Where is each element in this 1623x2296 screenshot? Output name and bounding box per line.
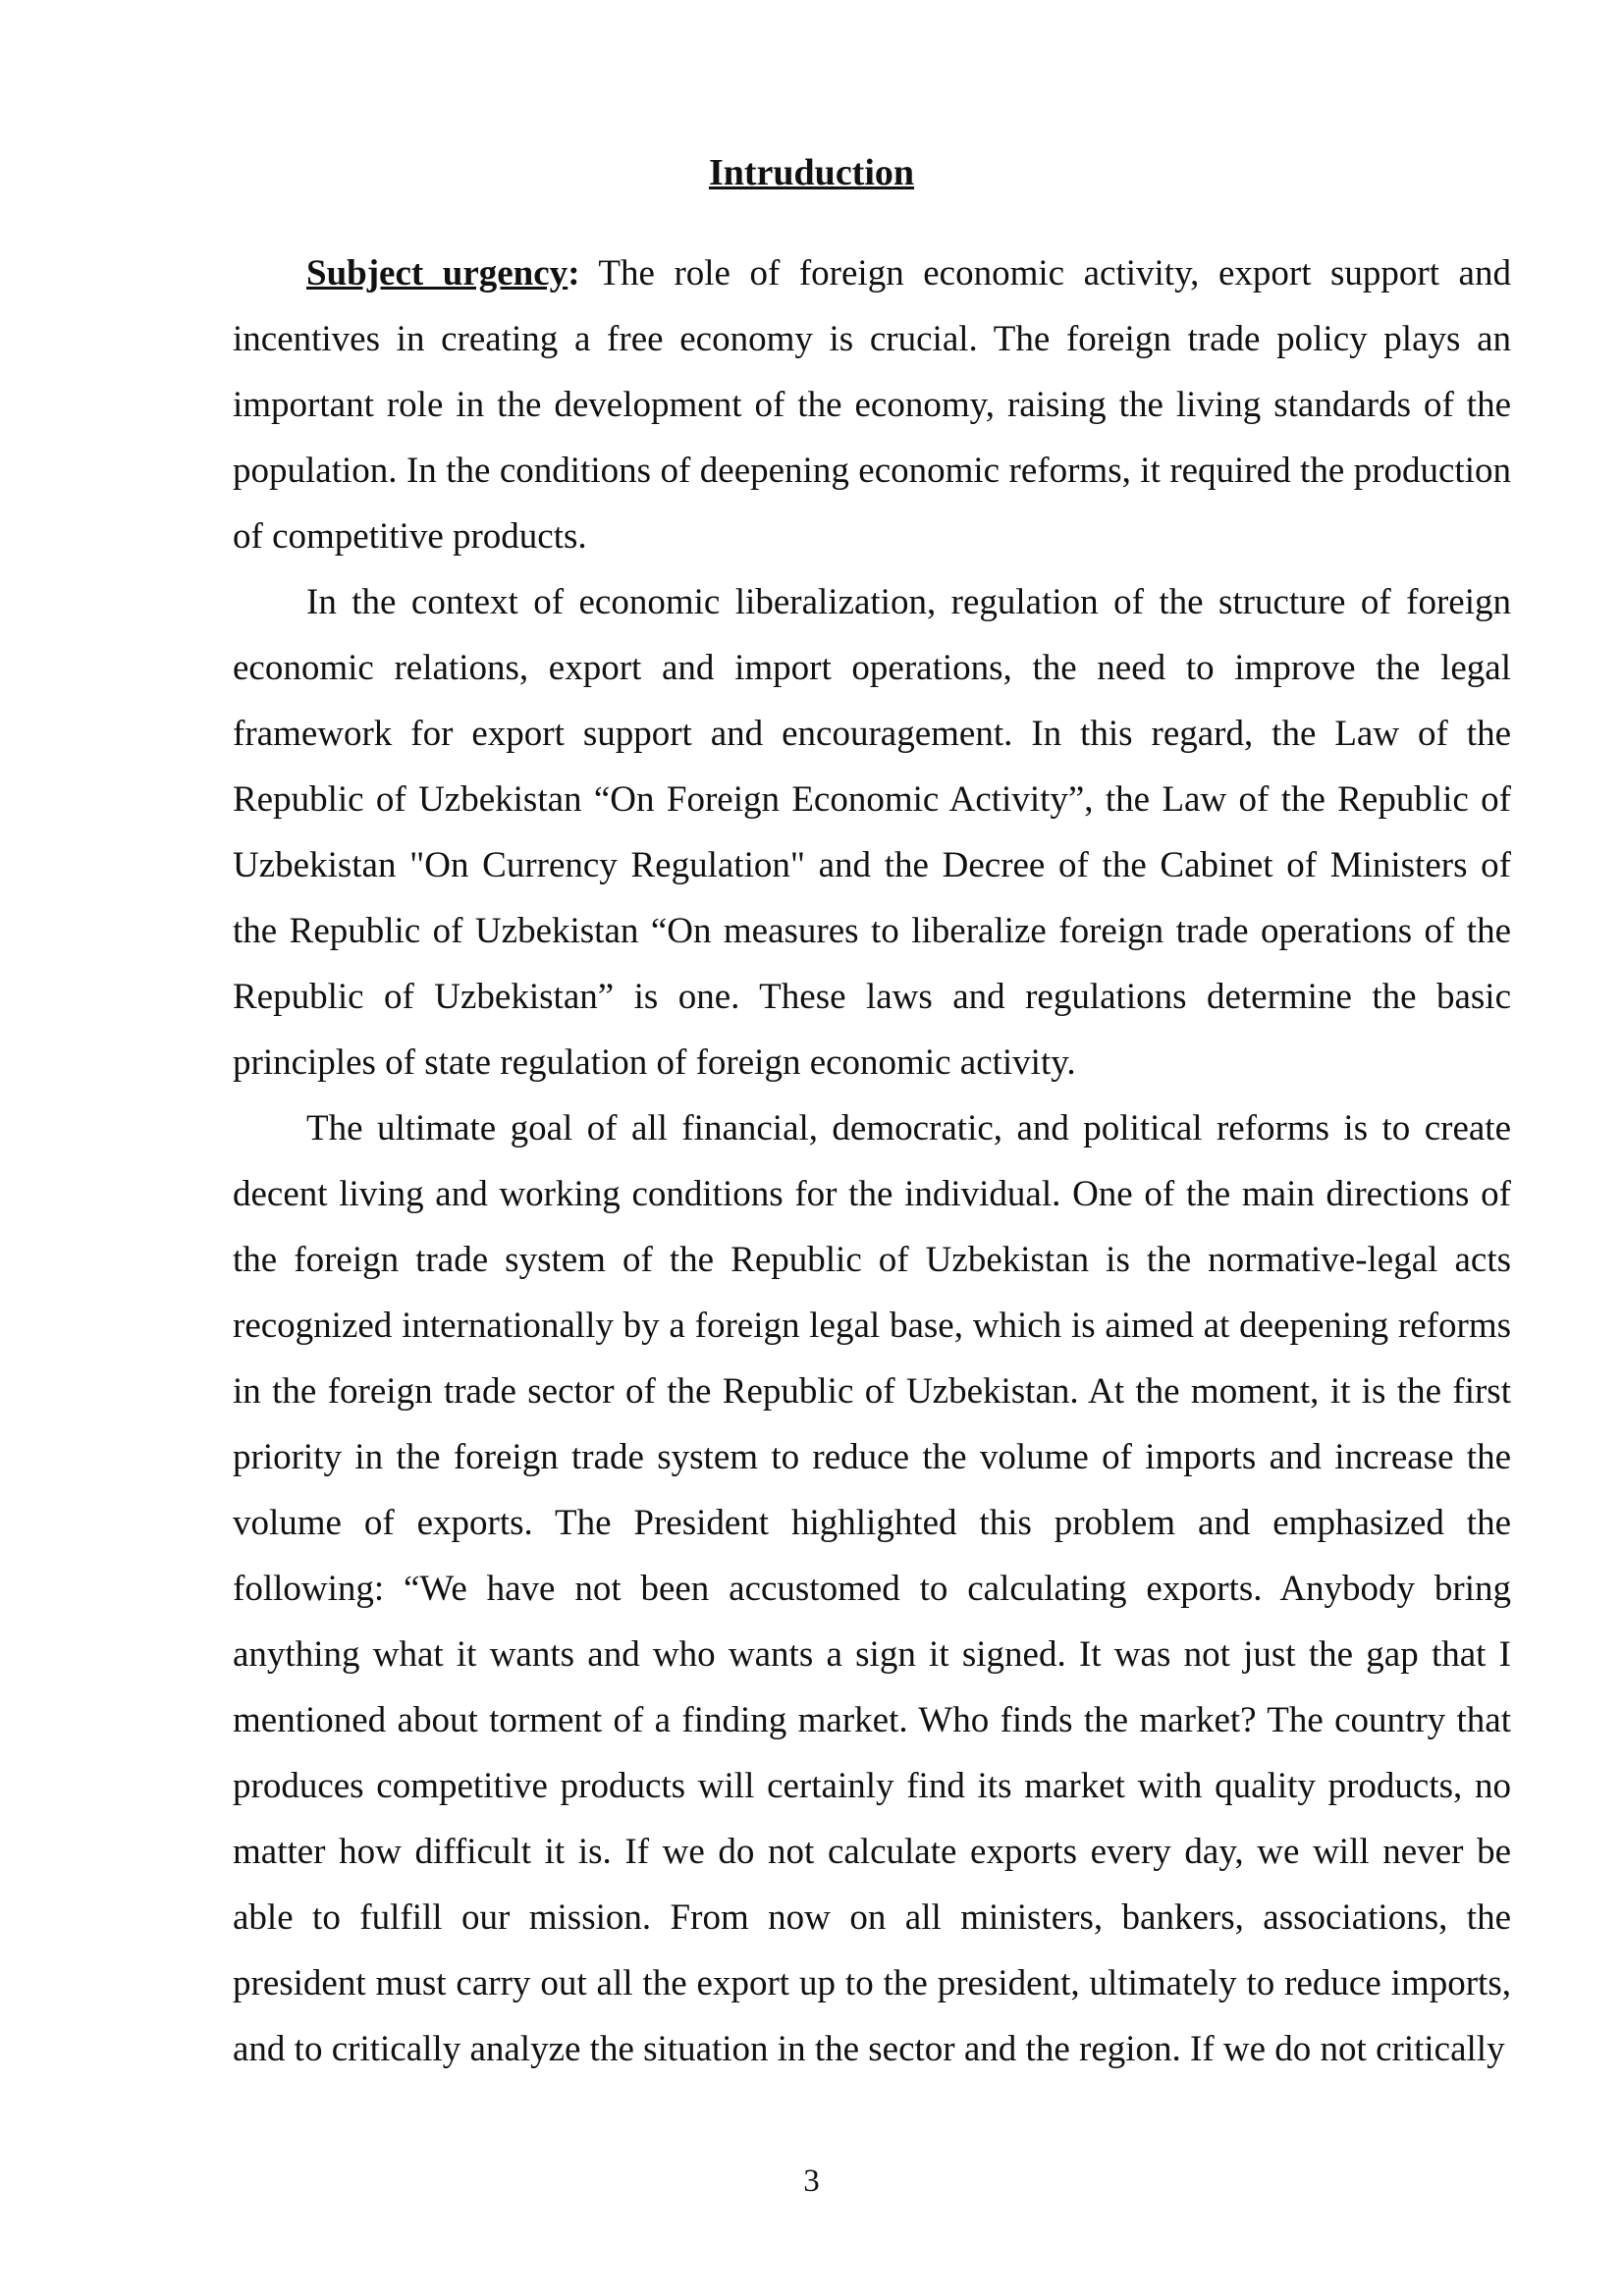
body-text: [233, 240, 1511, 2082]
paragraph-3: The ultimate goal of all financial, democratic, and political reforms is to create decent living and working conditions for the individual. One of the main directions of the foreign trade system of the Republic of Uzbekistan is the normative-legal acts recognized internationally by a foreign legal base, which is aimed at deepening reforms in the foreign trade sector of the Republic of Uzbekistan. At the moment, it is the first priority in the foreign trade system to reduce the volume of imports and increase the volume of exports. The President highlighted this problem and emphasized the following: “We have not been accustomed to calculating exports. Anybody bring anything what it wants and who wants a sign it signed. It was not just the gap that I mentioned about torment of a finding market. Who finds the market? The country that produces competitive products will certainly find its market with quality products, no matter how difficult it is. If we do not calculate exports every day, we will never be able to fulfill our mission. From now on all ministers, bankers, associations, the president must carry out all the export up to the president, ultimately to reduce imports, and to critically analyze the situation in the sector and the region. If we do not critically: [233, 1108, 1511, 2069]
page-number: 3: [803, 2163, 820, 2199]
paragraph-2: In the context of economic liberalization, regulation of the structure of foreign economic relations, export and import operations, the need to improve the legal framework for export support and encouragement. In this regard, the Law of the Republic of Uzbekistan “On Foreign Economic Activity”, the Law of the Republic of Uzbekistan "On Currency Regulation" and the Decree of the Cabinet of Ministers of the Republic of Uzbekistan “On measures to liberalize foreign trade operations of the Republic of Uzbekistan” is one. These laws and regulations determine the basic principles of state regulation of foreign economic activity.: [233, 582, 1511, 1083]
lead-colon: :: [568, 253, 580, 294]
paragraph-subject-urgency: [233, 240, 1511, 569]
lead-label-group: [306, 253, 580, 294]
subject-urgency-label: Subject urgency: [306, 253, 568, 294]
page-heading: Intruduction: [708, 152, 915, 193]
paragraph-1-text: The role of foreign economic activity, export support and incentives in creating a free economy is crucial. The foreign trade policy plays an important role in the development of the economy, raising the living standards of the population. In the conditions of deepening economic reforms, it required the production of competitive products.: [233, 253, 1511, 557]
